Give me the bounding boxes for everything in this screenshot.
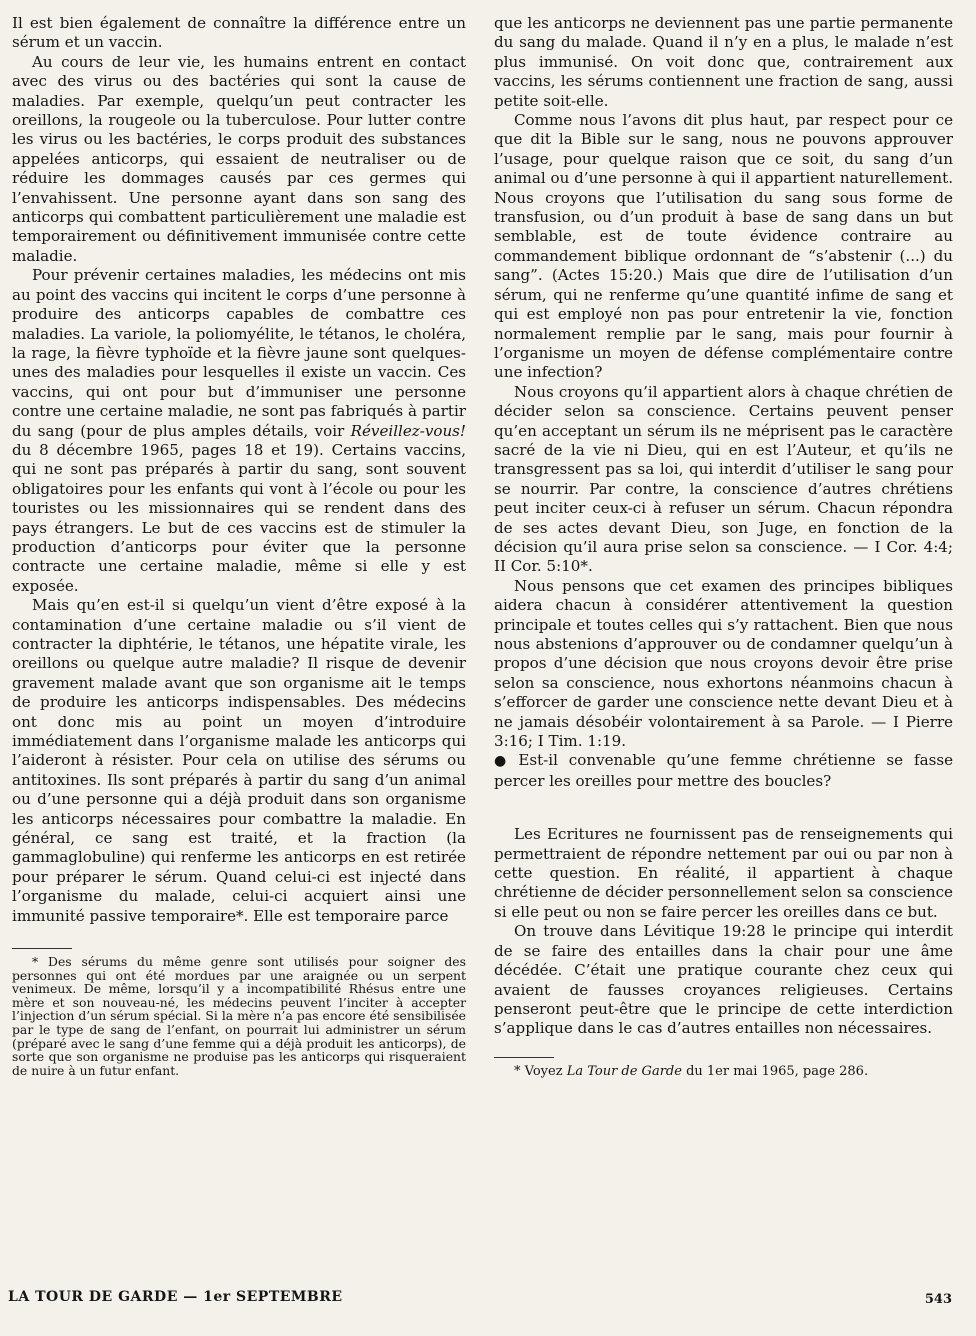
paragraph: Nous croyons qu’il appartient alors à chaque chrétien de décider selon sa conscience. Certains peuvent penser qu’en acceptant un sérum ils ne méprisent pas le caractère sacré de la vie ni Dieu, qui en est l’Auteur, et qu’ils ne transgressent pas sa loi, qui interdit d’utiliser le sang pour se nourrir. Par contre, la conscience d’autres chrétiens peut inciter ceux-ci à refuser un sérum. Chacun répondra de ses actes devant Dieu, son Juge, en fonction de la décision qu’il aura prise selon sa conscience. — I Cor. 4:4; II Cor. 5:10*. [494, 382, 953, 576]
right-column [494, 14, 953, 1080]
paragraph: Comme nous l’avons dit plus haut, par respect pour ce que dit la Bible sur le sang, nous ne pouvons approuver l’usage, pour quelque raison que ce soit, du sang d’un animal ou d’une personne à qui il appartient naturellement. Nous croyons que l’utilisation du sang sous forme de transfusion, ou d’un produit à base de sang dans un but semblable, est de toute évidence contraire au commandement biblique ordonnant de “s’abstenir (...) du sang”. (Actes 15:20.) Mais que dire de l’utilisation d’un sérum, qui ne renferme qu’une quantité infime de sang et qui est employé non pas pour entretenir la vie, fonction normalement remplie par le sang, mais pour fournir à l’organisme un moyen de défense complémentaire contre une infection? [494, 111, 953, 382]
footnote-prefix: * Voyez [514, 1063, 567, 1079]
magazine-reference: Réveillez-vous! [350, 421, 466, 440]
paragraph [12, 266, 466, 596]
question-text: Est-il convenable qu’une femme chrétienne se fasse percer les oreilles pour mettre des boucles? [494, 751, 954, 790]
running-footer-title: LA TOUR DE GARDE — 1er SEPTEMBRE [8, 1289, 343, 1305]
question [494, 751, 953, 791]
magazine-reference: La Tour de Garde [566, 1063, 682, 1079]
footnote-divider [12, 948, 72, 949]
paragraph: que les anticorps ne deviennent pas une partie permanente du sang du malade. Quand il n’y en a plus, le malade n’est plus immunisé. On voit donc que, contrairement aux vaccins, les sérums contiennent une fraction de sang, aussi petite soit-elle. [494, 14, 953, 110]
footnote-divider [494, 1057, 554, 1058]
paragraph: Au cours de leur vie, les humains entrent en contact avec des virus ou des bactéries qui sont la cause de maladies. Par exemple, quelqu’un peut contracter les oreillons, la rougeole ou la tuberculose. Pour lutter contre les virus ou les bactéries, le corps produit des substances appelées anticorps, qui essaient de neutraliser ou de réduire les dommages causés par ces germes qui l’envahissent. Une personne ayant dans son sang des anticorps qui combattent particulièrement une maladie est temporairement ou définitivement immunisée contre cette maladie. [12, 52, 466, 265]
paragraph: Il est bien également de connaître la différence entre un sérum et un vaccin. [12, 14, 466, 52]
answer-paragraph: On trouve dans Lévitique 19:28 le principe qui interdit de se faire des entailles dans la chair pour une âme décédée. C’était une pratique courante chez ceux qui avaient de fausses croyances religieuses. Certains penseront peut-être que le principe de cette interdiction s’applique dans le cas d’autres entailles non nécessaires. [494, 922, 953, 1038]
paragraph-text: Pour prévenir certaines maladies, les médecins ont mis au point des vaccins qui incitent le corps d’une personne à produire des anticorps capables de combattre ces maladies. La variole, la poliomyélite, le tétanos, le choléra, la rage, la fièvre typhoïde et la fièvre jaune sont quelques-unes des maladies pour lesquelles il existe un vaccin. Ces vaccins, qui ont pour but d’immuniser une personne contre une certaine maladie, ne sont pas fabriqués à partir du sang (pour de plus amples détails, voir [12, 266, 466, 440]
paragraph: Mais qu’en est-il si quelqu’un vient d’être exposé à la contamination d’une certaine maladie ou s’il vient de contracter la diphtérie, le tétanos, une hépatite virale, les oreillons ou quelque autre maladie? Il risque de devenir gravement malade avant que son organisme ait le temps de produire les anticorps indispensables. Des médecins ont donc mis au point un moyen d’introduire immédiatement dans l’organisme malade les anticorps qui l’aideront à résister. Pour cela on utilise des sérums ou antitoxines. Ils sont préparés à partir du sang d’un animal ou d’une personne qui a déjà produit dans son organisme les anticorps nécessaires pour combattre la maladie. En général, ce sang est traité, et la fraction (la gammaglobuline) qui renferme les anticorps en est retirée pour préparer le sérum. Quand celui-ci est injecté dans l’organisme du malade, celui-ci acquiert ainsi une immunité passive temporaire*. Elle est temporaire parce [12, 596, 466, 925]
page-number: 543 [924, 1292, 952, 1307]
answer-paragraph: Les Ecritures ne fournissent pas de renseignements qui permettraient de répondre nettement par oui ou par non à cette question. En réalité, il appartient à chaque chrétienne de décider personnellement selon sa conscience si elle peut ou non se faire percer les oreilles dans ce but. [494, 825, 953, 921]
paragraph-text: du 8 décembre 1965, pages 18 et 19). Certains vaccins, qui ne sont pas préparés à partir du sang, sont souvent obligatoires pour les enfants qui vont à l’école ou pour les touristes ou les missionnaires qui se rendent dans des pays étrangers. Le but de ces vaccins est de stimuler la production d’anticorps pour éviter que la personne contracte une certaine maladie, même si elle y est exposée. [12, 440, 466, 595]
bullet-icon: ● [494, 753, 513, 770]
spacer [494, 791, 953, 825]
left-column [12, 14, 466, 1077]
footnote-suffix: du 1er mai 1965, page 286. [681, 1063, 869, 1079]
footnote: * Des sérums du même genre sont utilisés pour soigner des personnes qui ont été mordues par une araignée ou un serpent venimeux. De même, lorsqu’il y a incompatibilité Rhésus entre une mère et son nouveau-né, les médecins peuvent l’inciter à accepter l’injection d’un sérum spécial. Si la mère n’a pas encore été sensibilisée par le type de sang de l’enfant, on pourrait lui administrer un sérum (préparé avec le sang d’une femme qui a déjà produit les anticorps), de sorte que son organisme ne produise pas les anticorps qui risqueraient de nuire à un futur enfant. [12, 954, 466, 1078]
paragraph: Nous pensons que cet examen des principes bibliques aidera chacun à considérer attentivement la question principale et toutes celles qui s’y rattachent. Bien que nous nous abstenions d’approuver ou de condamner quelqu’un à propos d’une décision que nous croyons devoir être prise selon sa conscience, nous exhortons néanmoins chacun à s’efforcer de garder une conscience nette devant Dieu et à ne jamais désobéir volontairement à sa Parole. — I Pierre 3:16; I Tim. 1:19. [494, 576, 953, 751]
footnote [494, 1064, 953, 1080]
